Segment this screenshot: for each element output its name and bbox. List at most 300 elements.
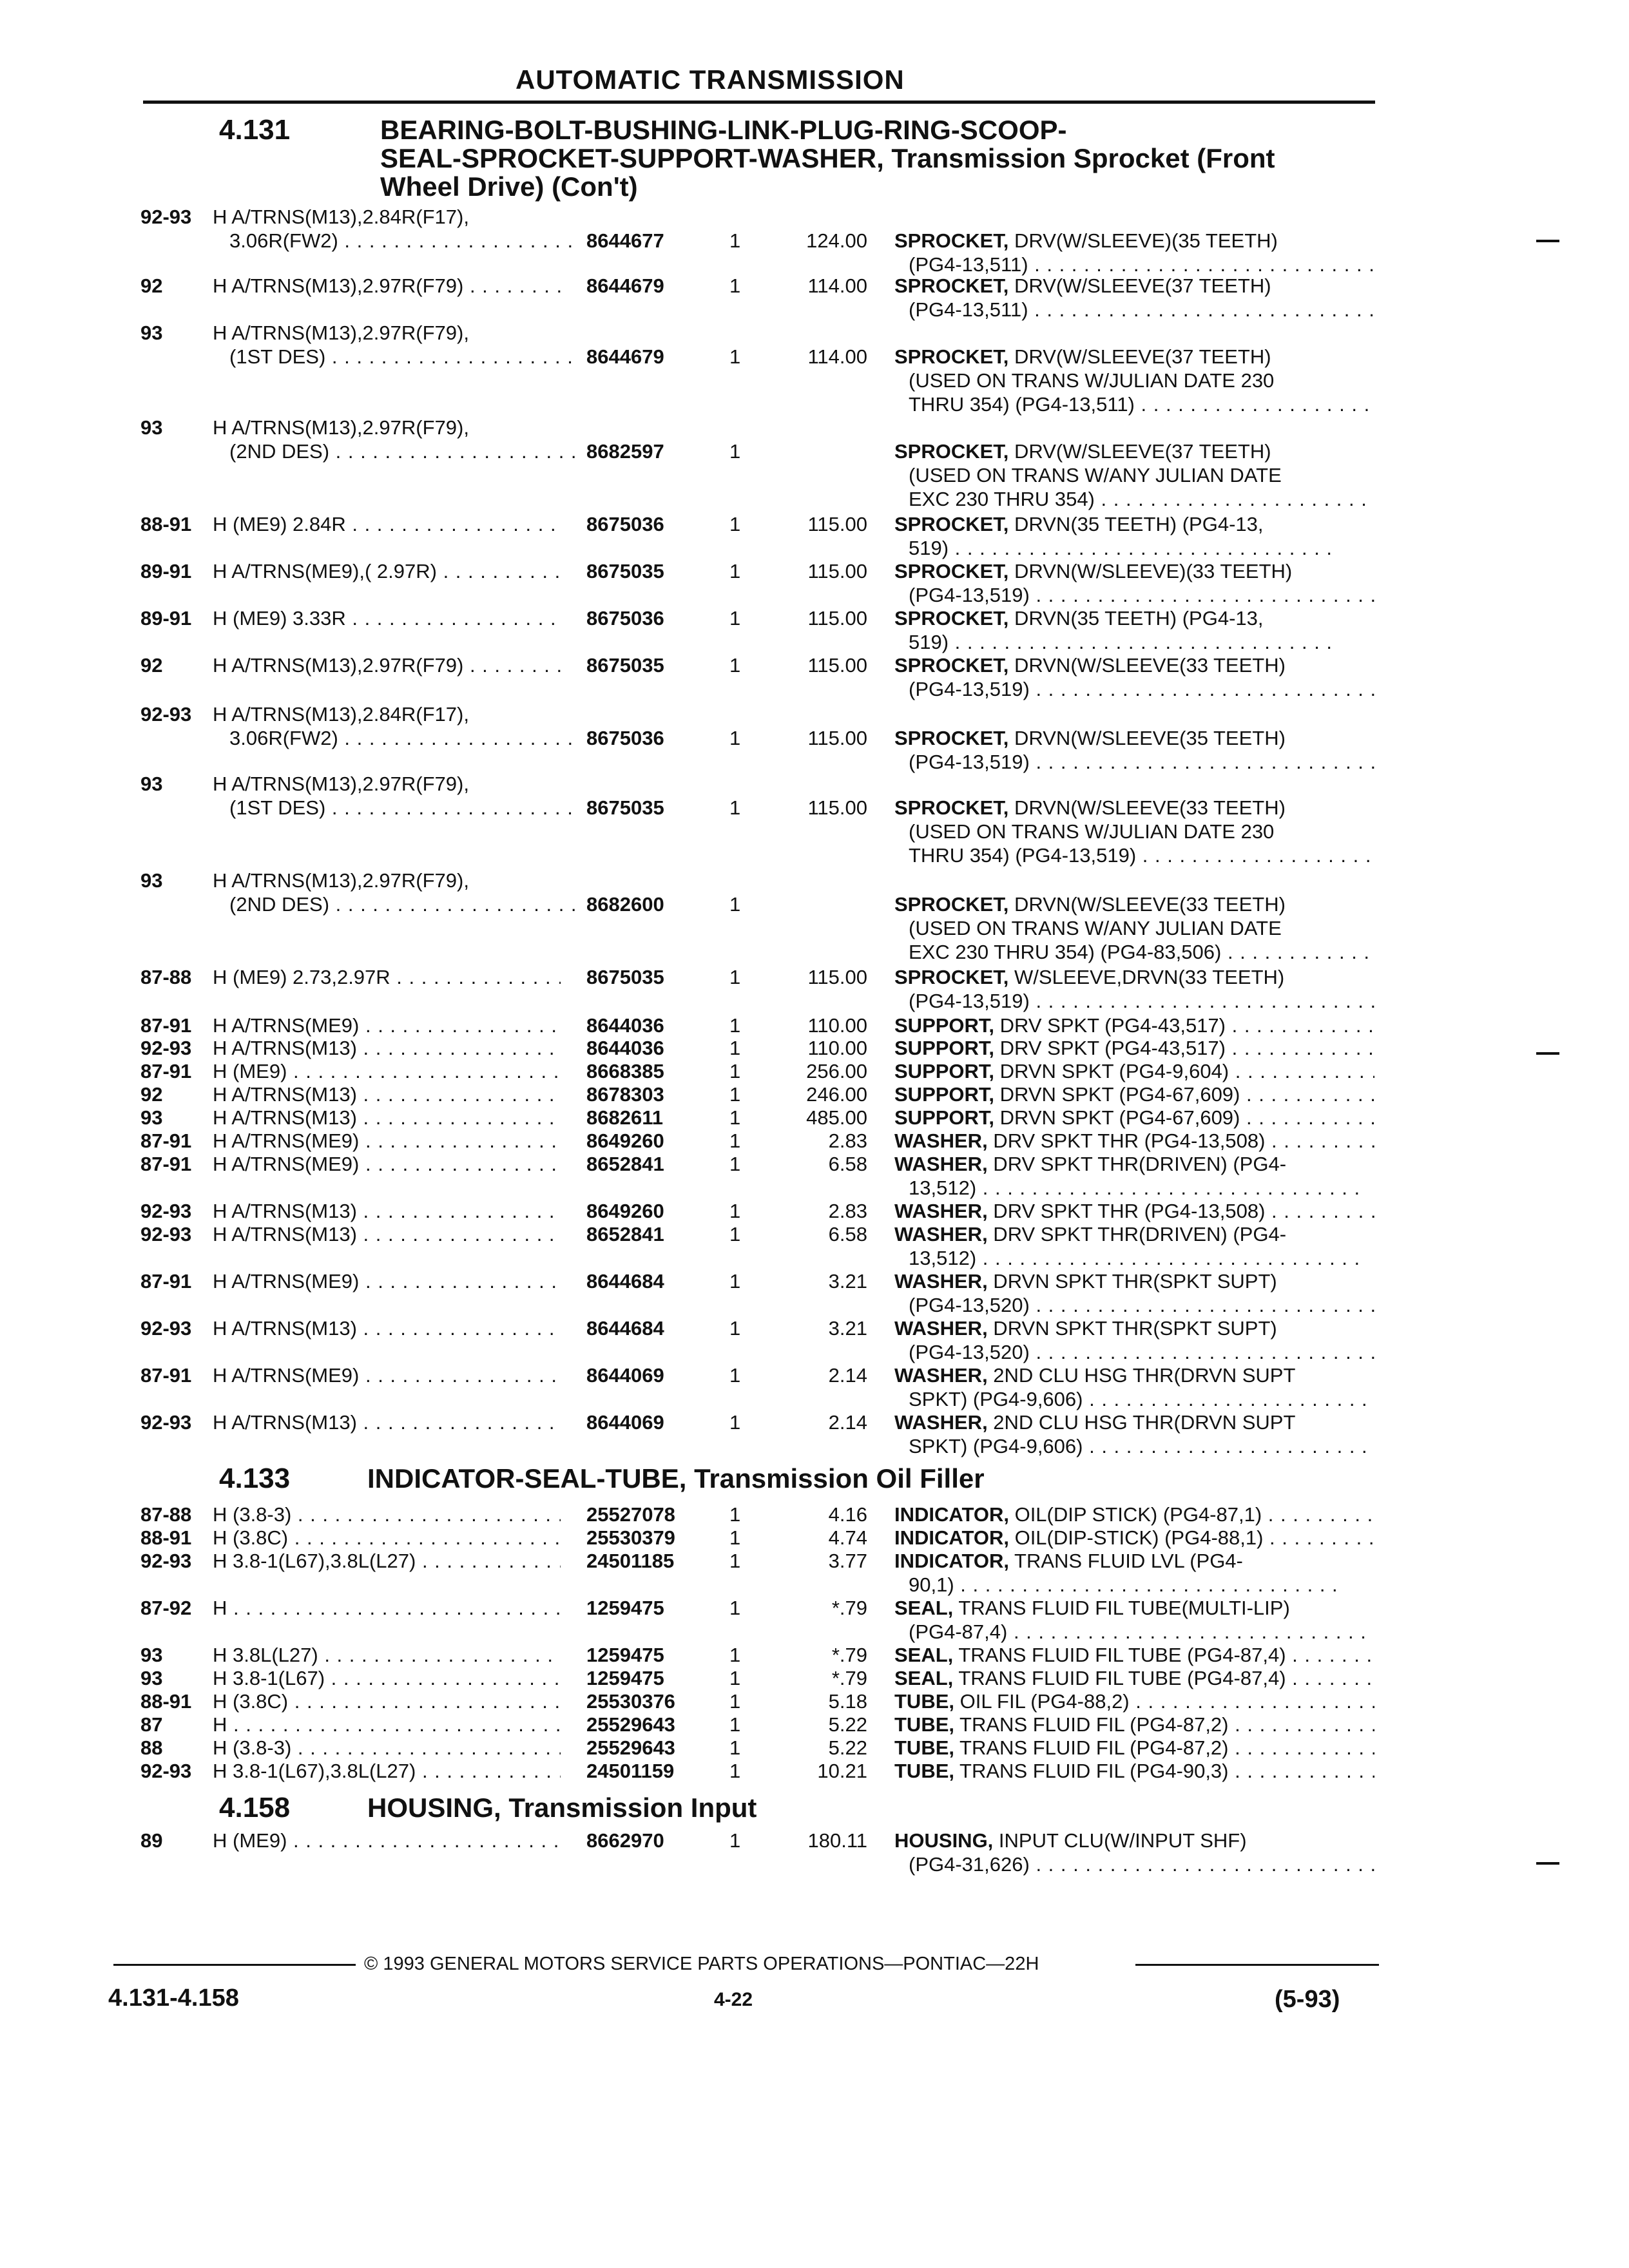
model-year: 87-91: [140, 1364, 192, 1387]
price: 114.00: [807, 274, 867, 297]
part-number: 25530379: [586, 1526, 675, 1549]
application-line: (2ND DES): [229, 440, 330, 463]
application-line: (2ND DES): [229, 893, 330, 916]
application-text: [213, 702, 561, 726]
quantity: 1: [729, 1153, 741, 1175]
application-line: H A/TRNS(M13): [213, 1037, 357, 1059]
price: *.79: [831, 1597, 867, 1619]
application-line: (1ST DES): [229, 345, 326, 368]
model-year: 92-93: [140, 1317, 192, 1340]
part-number: 8649260: [586, 1200, 664, 1222]
application-line: H: [213, 1713, 227, 1736]
part-number: 8644069: [586, 1364, 664, 1387]
description-line: 13,512) . . .: [894, 1246, 1374, 1270]
part-description: [894, 1059, 1374, 1083]
quantity: 1: [729, 1200, 741, 1222]
header-rule: [143, 101, 1375, 104]
application-text: [213, 274, 561, 298]
description-line: WASHER, 2ND CLU HSG THR(DRVN SUPT: [894, 1411, 1296, 1434]
application-line: H A/TRNS(M13),2.97R(F79),: [213, 773, 469, 795]
description-line: THRU 354) (PG4-13,519) . . .: [894, 843, 1374, 867]
application-line: H A/TRNS(M13),2.97R(F79),: [213, 869, 469, 892]
quantity: 1: [729, 1270, 741, 1293]
price: 3.21: [828, 1317, 867, 1340]
part-description: [894, 1316, 1374, 1364]
footer-date-code: (5-93): [1275, 1986, 1340, 2013]
price: 3.77: [828, 1550, 867, 1572]
part-number: 24501159: [586, 1760, 675, 1782]
model-year: 87-88: [140, 966, 192, 988]
application-line: (1ST DES): [229, 796, 326, 819]
footer-rule-left: [113, 1964, 356, 1966]
part-description: [894, 345, 1374, 416]
part-description: [894, 1549, 1374, 1597]
model-year: 92-93: [140, 206, 192, 228]
part-description: [894, 274, 1374, 322]
model-year: 92-93: [140, 1037, 192, 1059]
application-text: [213, 1736, 561, 1760]
application-text: [213, 205, 561, 229]
part-number: 8644069: [586, 1411, 664, 1434]
quantity: 1: [729, 274, 741, 297]
part-number: 8644036: [586, 1037, 664, 1059]
part-number: 8644679: [586, 345, 664, 368]
quantity: 1: [729, 1223, 741, 1245]
quantity: 1: [729, 966, 741, 988]
application-line: H (ME9) 2.73,2.97R: [213, 966, 390, 988]
application-line: H A/TRNS(ME9): [213, 1014, 360, 1037]
quantity: 1: [729, 1503, 741, 1526]
application-text: [213, 965, 561, 989]
application-text: [213, 1059, 561, 1083]
part-description: [894, 1596, 1374, 1644]
application-text: [213, 796, 577, 820]
application-line: H 3.8-1(L67): [213, 1667, 325, 1689]
application-line: H A/TRNS(ME9): [213, 1129, 360, 1152]
description-line: 519) . . .: [894, 536, 1374, 560]
footer-section-range: 4.131-4.158: [108, 1984, 239, 2012]
quantity: 1: [729, 1736, 741, 1759]
quantity: 1: [729, 1037, 741, 1059]
part-number: 25527078: [586, 1503, 675, 1526]
description-line: SUPPORT, DRVN SPKT (PG4-67,609) . . .: [894, 1106, 1374, 1129]
part-description: [894, 1082, 1374, 1106]
quantity: 1: [729, 1106, 741, 1129]
price: 115.00: [807, 513, 867, 535]
model-year: 87: [140, 1713, 163, 1736]
section-title-line: INDICATOR-SEAL-TUBE, Transmission Oil Filler: [367, 1463, 985, 1494]
description-line: INDICATOR, OIL(DIP-STICK) (PG4-88,1) . . .: [894, 1526, 1374, 1550]
model-year: 87-88: [140, 1503, 192, 1526]
description-line: SPROCKET, W/SLEEVE,DRVN(33 TEETH): [894, 966, 1285, 988]
part-number: 8675035: [586, 560, 664, 582]
description-line: EXC 230 THRU 354) (PG4-83,506) . . .: [894, 940, 1374, 964]
price: 6.58: [828, 1223, 867, 1245]
quantity: 1: [729, 727, 741, 749]
part-number: 1259475: [586, 1597, 664, 1619]
model-year: 88-91: [140, 513, 192, 535]
description-line: (PG4-13,519) . . .: [894, 583, 1374, 607]
price: 2.14: [828, 1364, 867, 1387]
description-line: INDICATOR, TRANS FLUID LVL (PG4-: [894, 1550, 1243, 1572]
application-text: [213, 1759, 561, 1783]
application-text: [213, 1526, 561, 1550]
description-line: SPKT) (PG4-9,606) . . .: [894, 1387, 1374, 1411]
description-line: WASHER, DRVN SPKT THR(SPKT SUPT): [894, 1317, 1277, 1340]
quantity: 1: [729, 1129, 741, 1152]
application-text: [213, 1713, 561, 1736]
application-line: H (3.8C): [213, 1690, 289, 1713]
part-number: 8644677: [586, 229, 664, 252]
application-line: H 3.8L(L27): [213, 1644, 318, 1666]
description-line: SEAL, TRANS FLUID FIL TUBE (PG4-87,4) . . .: [894, 1643, 1374, 1667]
description-line: TUBE, TRANS FLUID FIL (PG4-87,2) . . .: [894, 1713, 1374, 1736]
price: 115.00: [807, 966, 867, 988]
part-number: 8675036: [586, 727, 664, 749]
quantity: 1: [729, 1083, 741, 1106]
quantity: 1: [729, 1597, 741, 1619]
description-line: SPROCKET, DRVN(W/SLEEVE)(33 TEETH): [894, 560, 1293, 582]
model-year: 87-91: [140, 1129, 192, 1152]
application-text: [213, 1106, 561, 1129]
application-line: H A/TRNS(M13): [213, 1411, 357, 1434]
price: 5.18: [828, 1690, 867, 1713]
price: 256.00: [806, 1060, 867, 1082]
application-text: [213, 559, 561, 583]
quantity: 1: [729, 1060, 741, 1082]
section-number: 4.133: [219, 1463, 291, 1494]
part-description: [894, 1736, 1374, 1760]
model-year: 93: [140, 869, 163, 892]
section-number: 4.158: [219, 1792, 291, 1823]
part-number: 8652841: [586, 1223, 664, 1245]
price: 110.00: [807, 1037, 867, 1059]
quantity: 1: [729, 440, 741, 463]
application-line: H A/TRNS(ME9): [213, 1270, 360, 1293]
part-description: [894, 653, 1374, 701]
model-year: 92-93: [140, 1223, 192, 1245]
application-text: [213, 772, 561, 796]
price: 5.22: [828, 1736, 867, 1759]
price: 124.00: [806, 229, 867, 252]
price: 115.00: [807, 560, 867, 582]
model-year: 88-91: [140, 1526, 192, 1549]
application-line: H A/TRNS(M13),2.84R(F17),: [213, 206, 469, 228]
description-line: (USED ON TRANS W/ANY JULIAN DATE: [909, 917, 1282, 939]
application-line: H A/TRNS(M13): [213, 1317, 357, 1340]
quantity: 1: [729, 796, 741, 819]
price: 4.16: [828, 1503, 867, 1526]
part-number: 8682611: [586, 1106, 663, 1129]
description-line: INDICATOR, OIL(DIP STICK) (PG4-87,1) . . .: [894, 1503, 1374, 1526]
description-line: EXC 230 THRU 354) . . .: [894, 487, 1374, 511]
description-line: SPROCKET, DRVN(W/SLEEVE(33 TEETH): [894, 796, 1286, 819]
description-line: SPKT) (PG4-9,606) . . .: [894, 1434, 1374, 1458]
application-line: H A/TRNS(M13),2.97R(F79): [213, 274, 464, 297]
part-description: [894, 1222, 1374, 1270]
part-number: 8682597: [586, 440, 664, 463]
part-description: [894, 1666, 1374, 1690]
part-description: [894, 1829, 1374, 1876]
part-description: [894, 1689, 1374, 1713]
application-line: H 3.8-1(L67),3.8L(L27): [213, 1550, 416, 1572]
part-number: 25530376: [586, 1690, 675, 1713]
application-text: [213, 653, 561, 677]
footer-rule-right: [1135, 1964, 1379, 1966]
application-text: [213, 1014, 561, 1037]
quantity: 1: [729, 1760, 741, 1782]
description-line: WASHER, DRV SPKT THR (PG4-13,508) . . .: [894, 1129, 1374, 1153]
application-line: H (ME9) 2.84R: [213, 513, 346, 535]
description-line: TUBE, TRANS FLUID FIL (PG4-87,2) . . .: [894, 1736, 1374, 1760]
margin-tick: [1536, 1052, 1559, 1055]
model-year: 92: [140, 1083, 163, 1106]
model-year: 92-93: [140, 1760, 192, 1782]
description-line: (USED ON TRANS W/JULIAN DATE 230: [909, 820, 1275, 843]
description-line: WASHER, DRVN SPKT THR(SPKT SUPT): [894, 1270, 1277, 1293]
part-description: [894, 965, 1374, 1013]
part-description: [894, 559, 1374, 607]
part-description: [894, 1410, 1374, 1458]
description-line: THRU 354) (PG4-13,511) . . .: [894, 392, 1374, 416]
application-line: H (3.8-3): [213, 1503, 292, 1526]
section-title: [380, 116, 1275, 201]
section-number: 4.131: [219, 114, 291, 146]
part-number: 8644684: [586, 1317, 664, 1340]
part-number: 8675035: [586, 654, 664, 677]
application-text: [213, 1152, 561, 1176]
price: 2.83: [828, 1200, 867, 1222]
part-description: [894, 1363, 1374, 1411]
part-number: 8675035: [586, 966, 664, 988]
description-line: SPROCKET, DRV(W/SLEEVE(37 TEETH): [894, 440, 1271, 463]
description-line: SUPPORT, DRV SPKT (PG4-43,517) . . .: [894, 1036, 1374, 1060]
application-line: H (3.8-3): [213, 1736, 292, 1759]
model-year: 93: [140, 1106, 163, 1129]
part-description: [894, 1152, 1374, 1200]
margin-tick: [1536, 1862, 1559, 1865]
application-text: [213, 1596, 561, 1620]
model-year: 87-91: [140, 1270, 192, 1293]
price: 485.00: [806, 1106, 867, 1129]
model-year: 93: [140, 773, 163, 795]
description-line: SEAL, TRANS FLUID FIL TUBE (PG4-87,4) . . .: [894, 1666, 1374, 1690]
description-line: SUPPORT, DRVN SPKT (PG4-67,609) . . .: [894, 1082, 1374, 1106]
application-text: [213, 229, 577, 253]
application-text: [213, 416, 561, 439]
model-year: 88-91: [140, 1690, 192, 1713]
model-year: 92: [140, 654, 163, 677]
part-number: 8644684: [586, 1270, 664, 1293]
part-description: [894, 1129, 1374, 1153]
quantity: 1: [729, 1713, 741, 1736]
application-line: H A/TRNS(M13),2.97R(F79),: [213, 416, 469, 439]
part-number: 8652841: [586, 1153, 664, 1175]
part-number: 8662970: [586, 1829, 664, 1852]
application-line: H: [213, 1597, 227, 1619]
part-description: [894, 726, 1374, 774]
application-text: [213, 1829, 561, 1852]
application-line: H A/TRNS(M13),2.97R(F79): [213, 654, 464, 677]
model-year: 92-93: [140, 1550, 192, 1572]
price: 2.14: [828, 1411, 867, 1434]
part-description: [894, 1036, 1374, 1060]
quantity: 1: [729, 1829, 741, 1852]
application-text: [213, 345, 577, 369]
description-line: SUPPORT, DRVN SPKT (PG4-9,604) . . .: [894, 1059, 1374, 1083]
application-text: [213, 1643, 561, 1667]
footer-page-number: 4-22: [714, 1989, 753, 2010]
description-line: (PG4-13,520) . . .: [894, 1293, 1374, 1317]
price: *.79: [831, 1667, 867, 1689]
application-line: H A/TRNS(M13),2.84R(F17),: [213, 703, 469, 726]
model-year: 89-91: [140, 560, 192, 582]
application-text: [213, 1410, 561, 1434]
description-line: WASHER, DRV SPKT THR(DRIVEN) (PG4-: [894, 1223, 1287, 1245]
part-description: [894, 229, 1374, 276]
part-description: [894, 1199, 1374, 1223]
application-line: H A/TRNS(M13): [213, 1106, 357, 1129]
footer-copyright: © 1993 GENERAL MOTORS SERVICE PARTS OPERATIONS—PONTIAC—22H: [364, 1954, 1039, 1974]
application-line: H A/TRNS(M13): [213, 1200, 357, 1222]
part-number: 8668385: [586, 1060, 664, 1082]
description-line: SPROCKET, DRVN(35 TEETH) (PG4-13,: [894, 607, 1264, 629]
description-line: 13,512) . . .: [894, 1176, 1374, 1200]
part-number: 8675036: [586, 513, 664, 535]
price: 115.00: [807, 654, 867, 677]
description-line: SPROCKET, DRV(W/SLEEVE(37 TEETH): [894, 274, 1271, 297]
quantity: 1: [729, 1526, 741, 1549]
section-title: [367, 1794, 757, 1822]
quantity: 1: [729, 1644, 741, 1666]
application-line: H (3.8C): [213, 1526, 289, 1549]
margin-tick: [1536, 240, 1559, 242]
quantity: 1: [729, 1014, 741, 1037]
description-line: (USED ON TRANS W/ANY JULIAN DATE: [909, 464, 1282, 486]
price: 115.00: [807, 796, 867, 819]
part-number: 8682600: [586, 893, 664, 916]
application-line: 3.06R(FW2): [229, 229, 338, 252]
quantity: 1: [729, 513, 741, 535]
price: 5.22: [828, 1713, 867, 1736]
application-text: [213, 1082, 561, 1106]
description-line: (PG4-13,520) . . .: [894, 1340, 1374, 1364]
model-year: 87-91: [140, 1060, 192, 1082]
application-line: H A/TRNS(M13): [213, 1083, 357, 1106]
description-line: WASHER, 2ND CLU HSG THR(DRVN SUPT: [894, 1364, 1296, 1387]
model-year: 87-91: [140, 1153, 192, 1175]
section-title-line: SEAL-SPROCKET-SUPPORT-WASHER, Transmission Sprocket (Front: [380, 143, 1275, 173]
part-description: [894, 439, 1374, 511]
price: 3.21: [828, 1270, 867, 1293]
model-year: 92: [140, 274, 163, 297]
quantity: 1: [729, 654, 741, 677]
part-number: 8644036: [586, 1014, 664, 1037]
application-text: [213, 321, 561, 345]
model-year: 87-91: [140, 1014, 192, 1037]
quantity: 1: [729, 893, 741, 916]
part-number: 25529643: [586, 1736, 675, 1759]
part-number: 24501185: [586, 1550, 675, 1572]
description-line: SPROCKET, DRV(W/SLEEVE(37 TEETH): [894, 345, 1271, 368]
quantity: 1: [729, 1667, 741, 1689]
part-number: 1259475: [586, 1667, 664, 1689]
part-description: [894, 1526, 1374, 1550]
part-number: 8644679: [586, 274, 664, 297]
model-year: 92-93: [140, 1200, 192, 1222]
quantity: 1: [729, 1550, 741, 1572]
model-year: 88: [140, 1736, 163, 1759]
part-description: [894, 512, 1374, 560]
section-title-line: Wheel Drive) (Con't): [380, 171, 638, 202]
description-line: 90,1) . . .: [894, 1573, 1374, 1597]
section-title-line: BEARING-BOLT-BUSHING-LINK-PLUG-RING-SCOOP-: [380, 115, 1067, 145]
price: 115.00: [807, 727, 867, 749]
application-text: [213, 1129, 561, 1153]
application-line: H 3.8-1(L67),3.8L(L27): [213, 1760, 416, 1782]
price: 110.00: [807, 1014, 867, 1037]
price: 114.00: [807, 345, 867, 368]
model-year: 87-92: [140, 1597, 192, 1619]
application-line: H (ME9): [213, 1060, 287, 1082]
description-line: SUPPORT, DRV SPKT (PG4-43,517) . . .: [894, 1014, 1374, 1037]
part-number: 8649260: [586, 1129, 664, 1152]
description-line: WASHER, DRV SPKT THR(DRIVEN) (PG4-: [894, 1153, 1287, 1175]
description-line: (PG4-31,626) . . .: [894, 1852, 1374, 1876]
model-year: 93: [140, 416, 163, 439]
description-line: TUBE, OIL FIL (PG4-88,2) . . .: [894, 1689, 1374, 1713]
description-line: HOUSING, INPUT CLU(W/INPUT SHF): [894, 1829, 1247, 1852]
part-description: [894, 1503, 1374, 1526]
price: 10.21: [817, 1760, 867, 1782]
quantity: 1: [729, 1690, 741, 1713]
description-line: SPROCKET, DRV(W/SLEEVE)(35 TEETH): [894, 229, 1278, 252]
part-description: [894, 1014, 1374, 1037]
model-year: 92-93: [140, 703, 192, 726]
application-line: 3.06R(FW2): [229, 727, 338, 749]
description-line: WASHER, DRV SPKT THR (PG4-13,508) . . .: [894, 1199, 1374, 1223]
application-line: H A/TRNS(ME9): [213, 1364, 360, 1387]
section-title: [367, 1465, 985, 1493]
application-text: [213, 1503, 561, 1526]
price: 2.83: [828, 1129, 867, 1152]
application-text: [213, 606, 561, 630]
part-number: 8678303: [586, 1083, 664, 1106]
description-line: SPROCKET, DRVN(35 TEETH) (PG4-13,: [894, 513, 1264, 535]
application-text: [213, 1036, 561, 1060]
quantity: 1: [729, 345, 741, 368]
application-text: [213, 1666, 561, 1690]
running-head: AUTOMATIC TRANSMISSION: [516, 64, 905, 95]
price: 4.74: [828, 1526, 867, 1549]
quantity: 1: [729, 229, 741, 252]
application-text: [213, 1363, 561, 1387]
price: 246.00: [806, 1083, 867, 1106]
description-line: SPROCKET, DRVN(W/SLEEVE(33 TEETH): [894, 654, 1286, 677]
part-number: 8675035: [586, 796, 664, 819]
quantity: 1: [729, 607, 741, 629]
price: 6.58: [828, 1153, 867, 1175]
description-line: (PG4-13,511) . . .: [894, 298, 1374, 322]
application-text: [213, 512, 561, 536]
description-line: (PG4-13,511) . . .: [894, 253, 1374, 276]
model-year: 92-93: [140, 1411, 192, 1434]
description-line: SEAL, TRANS FLUID FIL TUBE(MULTI-LIP): [894, 1597, 1290, 1619]
quantity: 1: [729, 1364, 741, 1387]
description-line: (PG4-13,519) . . .: [894, 750, 1374, 774]
quantity: 1: [729, 1317, 741, 1340]
price: 180.11: [807, 1829, 867, 1852]
